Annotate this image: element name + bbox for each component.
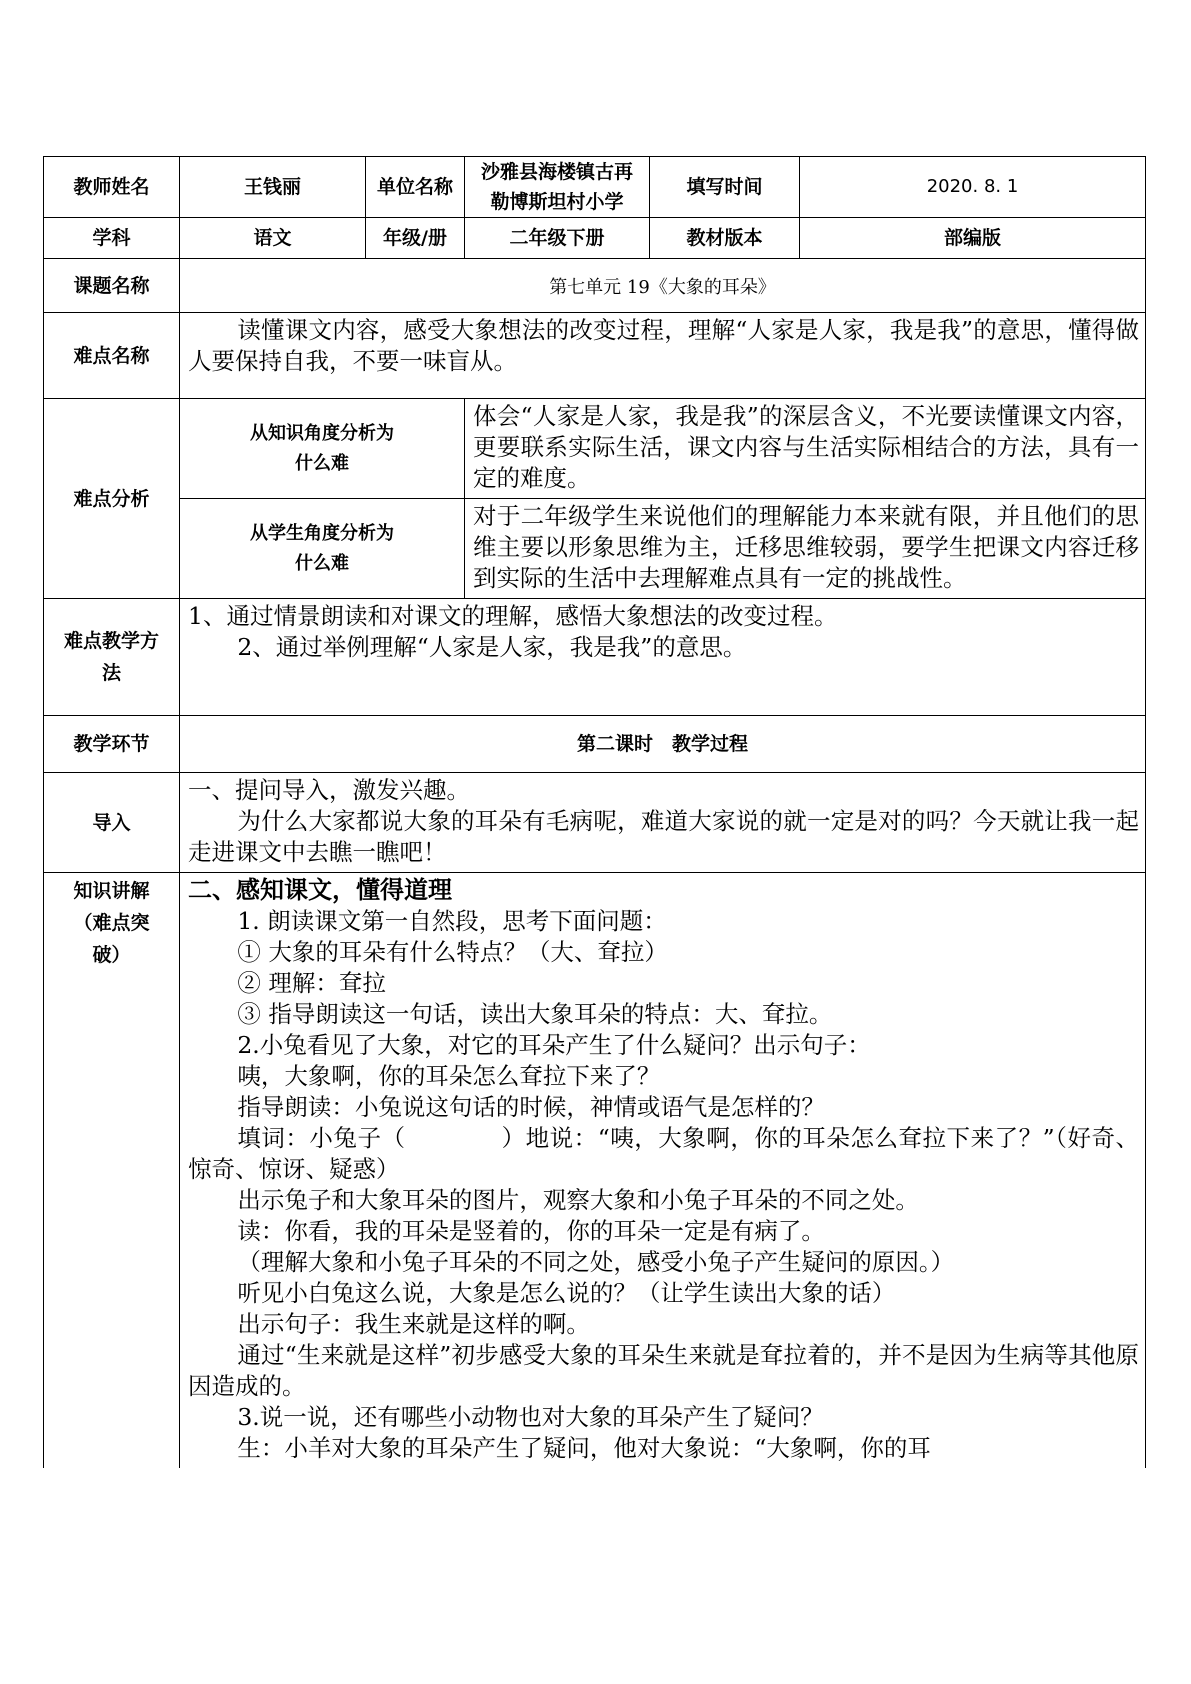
- student-angle-text: 对于二年级学生来说他们的理解能力本来就有限，并且他们的思维主要以形象思维为主，迁移思维较弱，要学生把课文内容迁移到实际的生活中去理解难点具有一定的挑战性。: [473, 502, 1139, 592]
- student-angle-label: [180, 499, 465, 599]
- knowledge-line: 出示句子：我生来就是这样的啊。: [237, 1310, 590, 1338]
- knowledge-line: ② 理解：耷拉: [237, 969, 386, 997]
- intro-line-2: 为什么大家都说大象的耳朵有毛病呢，难道大家说的就一定是对的吗？今天就让我一起走进课文中去瞧一瞧吧！: [188, 807, 1139, 866]
- fill-date-value: 2020. 8. 1: [800, 157, 1146, 218]
- knowledge-row: [44, 873, 1146, 1469]
- header-row-1: [44, 157, 1146, 218]
- knowledge-angle-label: [180, 399, 465, 499]
- grade-label: 年级/册: [366, 218, 465, 259]
- student-angle-text-cell: [465, 499, 1146, 599]
- intro-text-cell: [180, 773, 1146, 873]
- analysis-label: 难点分析: [44, 399, 180, 599]
- knowledge-angle-label-line-1: 从知识角度分析为: [250, 422, 394, 444]
- method-line-2: 2、通过举例理解“人家是人家，我是我”的意思。: [237, 633, 747, 661]
- knowledge-line: 咦，大象啊，你的耳朵怎么耷拉下来了？: [237, 1062, 661, 1090]
- student-angle-label-line-1: 从学生角度分析为: [250, 522, 394, 544]
- student-angle-label-line-2: 什么难: [295, 552, 349, 574]
- difficulty-row: [44, 313, 1146, 399]
- knowledge-line: 通过“生来就是这样”初步感受大象的耳朵生来就是耷拉着的，并不是因为生病等其他原因造成的。: [188, 1341, 1139, 1400]
- unit-name-line-2: 勒博斯坦村小学: [490, 191, 624, 213]
- teacher-name-value: 王钱丽: [180, 157, 366, 218]
- knowledge-line: ① 大象的耳朵有什么特点？（大、耷拉）: [237, 938, 668, 966]
- intro-row: [44, 773, 1146, 873]
- knowledge-label-line-2: （难点突: [73, 912, 150, 934]
- method-text-cell: [180, 599, 1146, 716]
- edition-label: 教材版本: [650, 218, 800, 259]
- knowledge-label-line-3: 破）: [92, 944, 131, 966]
- method-line-1: 1、通过情景朗读和对课文的理解，感悟大象想法的改变过程。: [188, 602, 838, 630]
- knowledge-line: 生：小羊对大象的耳朵产生了疑问，他对大象说：“大象啊，你的耳: [237, 1434, 931, 1462]
- subject-value: 语文: [180, 218, 366, 259]
- knowledge-line: ③ 指导朗读这一句话，读出大象耳朵的特点：大、耷拉。: [237, 1000, 833, 1028]
- unit-name-line-1: 沙雅县海楼镇古再: [480, 161, 633, 183]
- unit-name-label: 单位名称: [366, 157, 465, 218]
- intro-line-1: 一、提问导入，激发兴趣。: [188, 776, 470, 804]
- knowledge-angle-label-line-2: 什么难: [295, 452, 349, 474]
- knowledge-line: 出示兔子和大象耳朵的图片，观察大象和小兔子耳朵的不同之处。: [237, 1186, 919, 1214]
- knowledge-label: [44, 873, 180, 1469]
- difficulty-label: 难点名称: [44, 313, 180, 399]
- topic-row: [44, 259, 1146, 313]
- knowledge-line: 填词：小兔子（ ）地说：“咦，大象啊，你的耳朵怎么耷拉下来了？”（好奇、惊奇、惊讶、疑惑）: [188, 1124, 1139, 1183]
- process-value: 第二课时 教学过程: [180, 716, 1146, 773]
- teacher-name-label: 教师姓名: [44, 157, 180, 218]
- subject-label: 学科: [44, 218, 180, 259]
- knowledge-angle-text-cell: [465, 399, 1146, 499]
- intro-label: 导入: [44, 773, 180, 873]
- method-label-line-2: 法: [101, 662, 121, 684]
- topic-value: 第七单元 19《大象的耳朵》: [180, 259, 1146, 313]
- knowledge-line: 听见小白兔这么说，大象是怎么说的？（让学生读出大象的话）: [237, 1279, 896, 1307]
- knowledge-line: 读：你看，我的耳朵是竖着的，你的耳朵一定是有病了。: [237, 1217, 825, 1245]
- knowledge-line: （理解大象和小兔子耳朵的不同之处，感受小兔子产生疑问的原因。）: [237, 1248, 955, 1276]
- unit-name-value: [465, 157, 650, 218]
- knowledge-line: 1. 朗读课文第一自然段，思考下面问题：: [237, 907, 667, 935]
- edition-value: 部编版: [800, 218, 1146, 259]
- knowledge-text-cell: [180, 873, 1146, 1469]
- lesson-plan-table: [43, 156, 1146, 1468]
- fill-date-label: 填写时间: [650, 157, 800, 218]
- knowledge-heading: 二、感知课文，懂得道理: [188, 876, 452, 904]
- method-row: [44, 599, 1146, 716]
- topic-label: 课题名称: [44, 259, 180, 313]
- knowledge-line: 3.说一说，还有哪些小动物也对大象的耳朵产生了疑问？: [237, 1403, 824, 1431]
- knowledge-angle-text: 体会“人家是人家，我是我”的深层含义，不光要读懂课文内容，更要联系实际生活，课文内容与生活实际相结合的方法，具有一定的难度。: [473, 402, 1139, 492]
- analysis-row-knowledge: [44, 399, 1146, 499]
- analysis-row-student: [44, 499, 1146, 599]
- knowledge-line: 指导朗读：小兔说这句话的时候，神情或语气是怎样的？: [237, 1093, 825, 1121]
- difficulty-text: 读懂课文内容，感受大象想法的改变过程，理解“人家是人家，我是我”的意思，懂得做人要保持自我，不要一味盲从。: [188, 316, 1139, 375]
- knowledge-label-line-1: 知识讲解: [73, 880, 150, 902]
- header-row-2: [44, 218, 1146, 259]
- grade-value: 二年级下册: [465, 218, 650, 259]
- difficulty-text-cell: [180, 313, 1146, 399]
- method-label-line-1: 难点教学方: [63, 630, 159, 652]
- knowledge-line: 2.小兔看见了大象，对它的耳朵产生了什么疑问？出示句子：: [237, 1031, 871, 1059]
- process-row: [44, 716, 1146, 773]
- process-label: 教学环节: [44, 716, 180, 773]
- method-label: [44, 599, 180, 716]
